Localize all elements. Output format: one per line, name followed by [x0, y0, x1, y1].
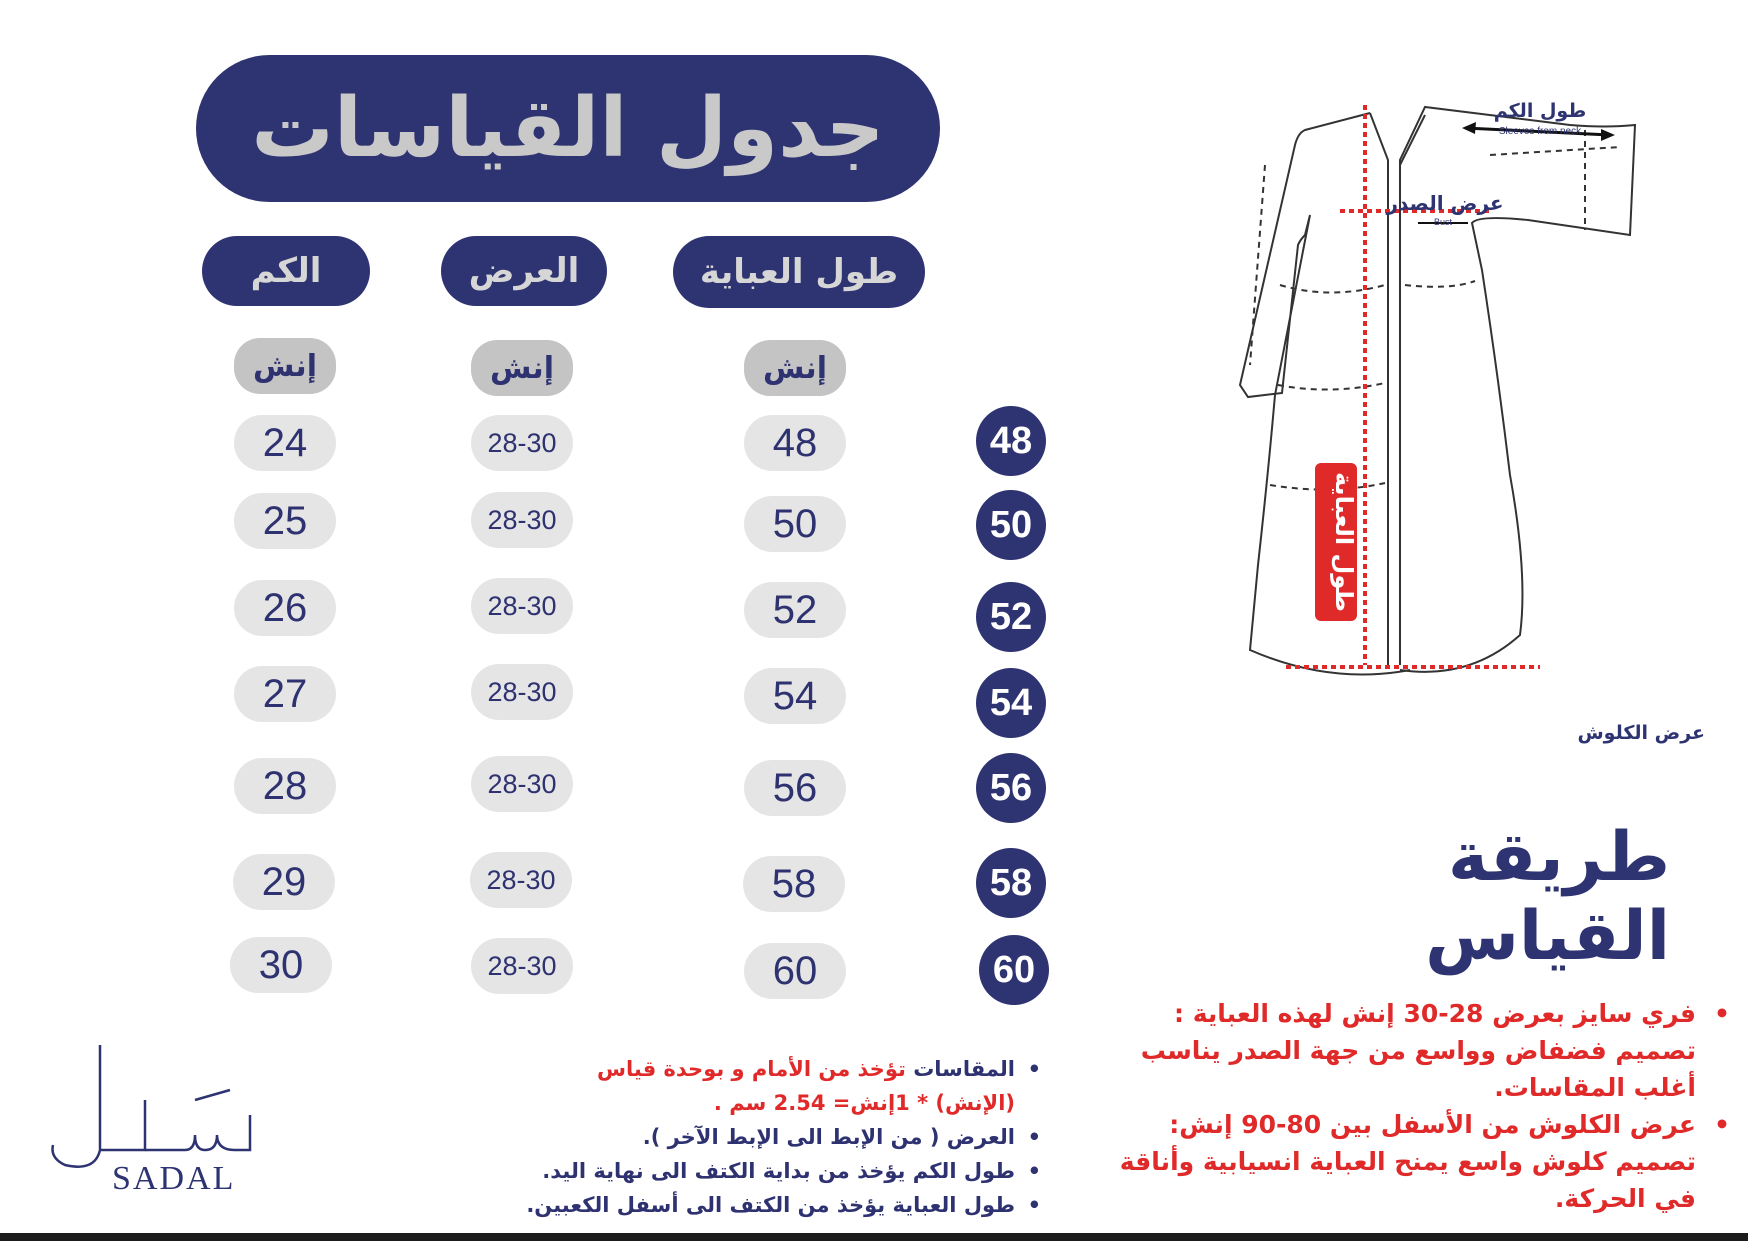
- length-cell: [744, 496, 846, 552]
- column-header-width: [441, 236, 607, 306]
- logo-latin-text: SADAL: [112, 1160, 236, 1197]
- bust-label: عرض الصدر: [1386, 191, 1504, 215]
- width-cell: [471, 756, 573, 812]
- length-cell: [744, 582, 846, 638]
- size-badge-label: 50: [989, 503, 1033, 546]
- abaya-diagram: [1210, 95, 1730, 765]
- width-value: 28-30: [487, 676, 557, 707]
- size-badge: [976, 406, 1046, 476]
- length-value: 54: [772, 673, 818, 718]
- length-value: 60: [772, 948, 818, 993]
- note-line: في الحركة.: [1554, 1184, 1696, 1213]
- width-value: 28-30: [487, 950, 557, 981]
- width-cell: [471, 938, 573, 994]
- length-value: 58: [771, 861, 817, 906]
- length-value: 52: [772, 587, 818, 632]
- size-badge-label: 48: [989, 419, 1033, 462]
- note-width: العرض ( من الإبط الى الإبط الآخر ). •: [470, 1120, 1015, 1154]
- bottom-divider: [0, 1233, 1748, 1241]
- unit-width: [471, 340, 573, 396]
- size-badge: [976, 668, 1046, 738]
- length-cell: [744, 415, 846, 471]
- sleeve-value: 25: [262, 498, 308, 543]
- column-header-sleeve-label: الكم: [250, 251, 322, 291]
- column-header-width-label: العرض: [468, 251, 580, 291]
- column-header-length: [673, 236, 925, 308]
- width-value: 28-30: [487, 427, 557, 458]
- note-free-size: [1076, 995, 1696, 1106]
- width-cell: [471, 664, 573, 720]
- column-header-length-label: طول العباية: [699, 252, 899, 292]
- length-cell: [744, 943, 846, 999]
- sleeve-value: 28: [262, 763, 308, 808]
- size-badge-label: 60: [992, 948, 1036, 991]
- width-value: 28-30: [486, 864, 556, 895]
- note-length: طول العباية يؤخذ من الكتف الى أسفل الكعبين. •: [470, 1188, 1015, 1222]
- size-badge: [979, 935, 1049, 1005]
- sleeve-sub-label: Sleeves from neck: [1498, 126, 1582, 137]
- size-badge: [976, 848, 1046, 918]
- bust-sub-label: Bust: [1433, 217, 1453, 227]
- note-line: عرض الكلوش من الأسفل بين 80-90 إنش:: [1169, 1110, 1696, 1139]
- sleeve-cell: [234, 415, 336, 471]
- note-line: فري سايز بعرض 28-30 إنش لهذه العباية :: [1174, 999, 1696, 1028]
- notes-right-list: [1076, 995, 1696, 1217]
- sleeve-cell: [234, 493, 336, 549]
- column-header-sleeve: [202, 236, 370, 306]
- note-measurement-unit: [470, 1052, 1015, 1120]
- unit-length: [744, 340, 846, 396]
- size-badge: [976, 582, 1046, 652]
- sleeve-cell: [234, 666, 336, 722]
- title-banner: [196, 55, 940, 202]
- sleeve-value: 30: [258, 942, 304, 987]
- length-value: 56: [772, 765, 818, 810]
- hem-label: عرض الكلوش: [1577, 722, 1705, 744]
- note-hem-width: [1076, 1106, 1696, 1217]
- unit-length-label: إنش: [763, 350, 827, 386]
- width-value: 28-30: [487, 590, 557, 621]
- sleeve-value: 27: [262, 671, 308, 716]
- sleeve-cell: [234, 758, 336, 814]
- notes-left-list: [470, 1052, 1015, 1222]
- unit-sleeve: [234, 338, 336, 394]
- size-badge-label: 58: [989, 861, 1033, 904]
- page-title: جدول القياسات: [251, 81, 885, 176]
- sleeve-arrow-head-right: [1601, 129, 1615, 141]
- unit-width-label: إنش: [490, 350, 554, 386]
- note-text: المقاسات: [913, 1057, 1015, 1081]
- sleeve-label: طول الكم: [1493, 100, 1587, 122]
- width-cell: [470, 852, 572, 908]
- sleeve-cell: [234, 580, 336, 636]
- size-badge-label: 56: [989, 766, 1033, 809]
- sleeve-value: 26: [262, 585, 308, 630]
- width-value: 28-30: [487, 768, 557, 799]
- width-cell: [471, 415, 573, 471]
- note-sleeve: طول الكم يؤخذ من بداية الكتف الى نهاية اليد. •: [470, 1154, 1015, 1188]
- length-cell: [743, 856, 845, 912]
- length-value: 50: [772, 501, 818, 546]
- sleeve-cell: [233, 854, 335, 910]
- note-text-red: (الإنش) * 1إنش= 2.54 سم .: [713, 1091, 1015, 1115]
- sadal-logo-mark: [45, 1040, 255, 1175]
- size-badge-label: 52: [989, 595, 1033, 638]
- sleeve-value: 29: [261, 859, 307, 904]
- size-badge: [976, 753, 1046, 823]
- length-value: 48: [772, 420, 818, 465]
- length-tag-label: طول العباية: [1330, 472, 1358, 612]
- width-cell: [471, 578, 573, 634]
- note-line: تصميم كلوش واسع يمنح العباية انسيابية وأناقة: [1119, 1147, 1696, 1176]
- note-line: أغلب المقاسات.: [1494, 1073, 1696, 1102]
- size-badge-label: 54: [989, 681, 1033, 724]
- length-cell: [744, 760, 846, 816]
- sleeve-cell: [230, 937, 332, 993]
- length-cell: [744, 668, 846, 724]
- sleeve-value: 24: [262, 420, 308, 465]
- width-cell: [471, 492, 573, 548]
- method-title: طريقة القياس: [1425, 818, 1670, 976]
- width-value: 28-30: [487, 504, 557, 535]
- note-line: تصميم فضفاض وواسع من جهة الصدر يناسب: [1140, 1036, 1696, 1065]
- size-badge: [976, 490, 1046, 560]
- note-text-red: تؤخذ من الأمام و بوحدة قياس: [597, 1057, 906, 1081]
- sleeve-arrow-head-left: [1462, 122, 1476, 134]
- unit-sleeve-label: إنش: [253, 348, 317, 384]
